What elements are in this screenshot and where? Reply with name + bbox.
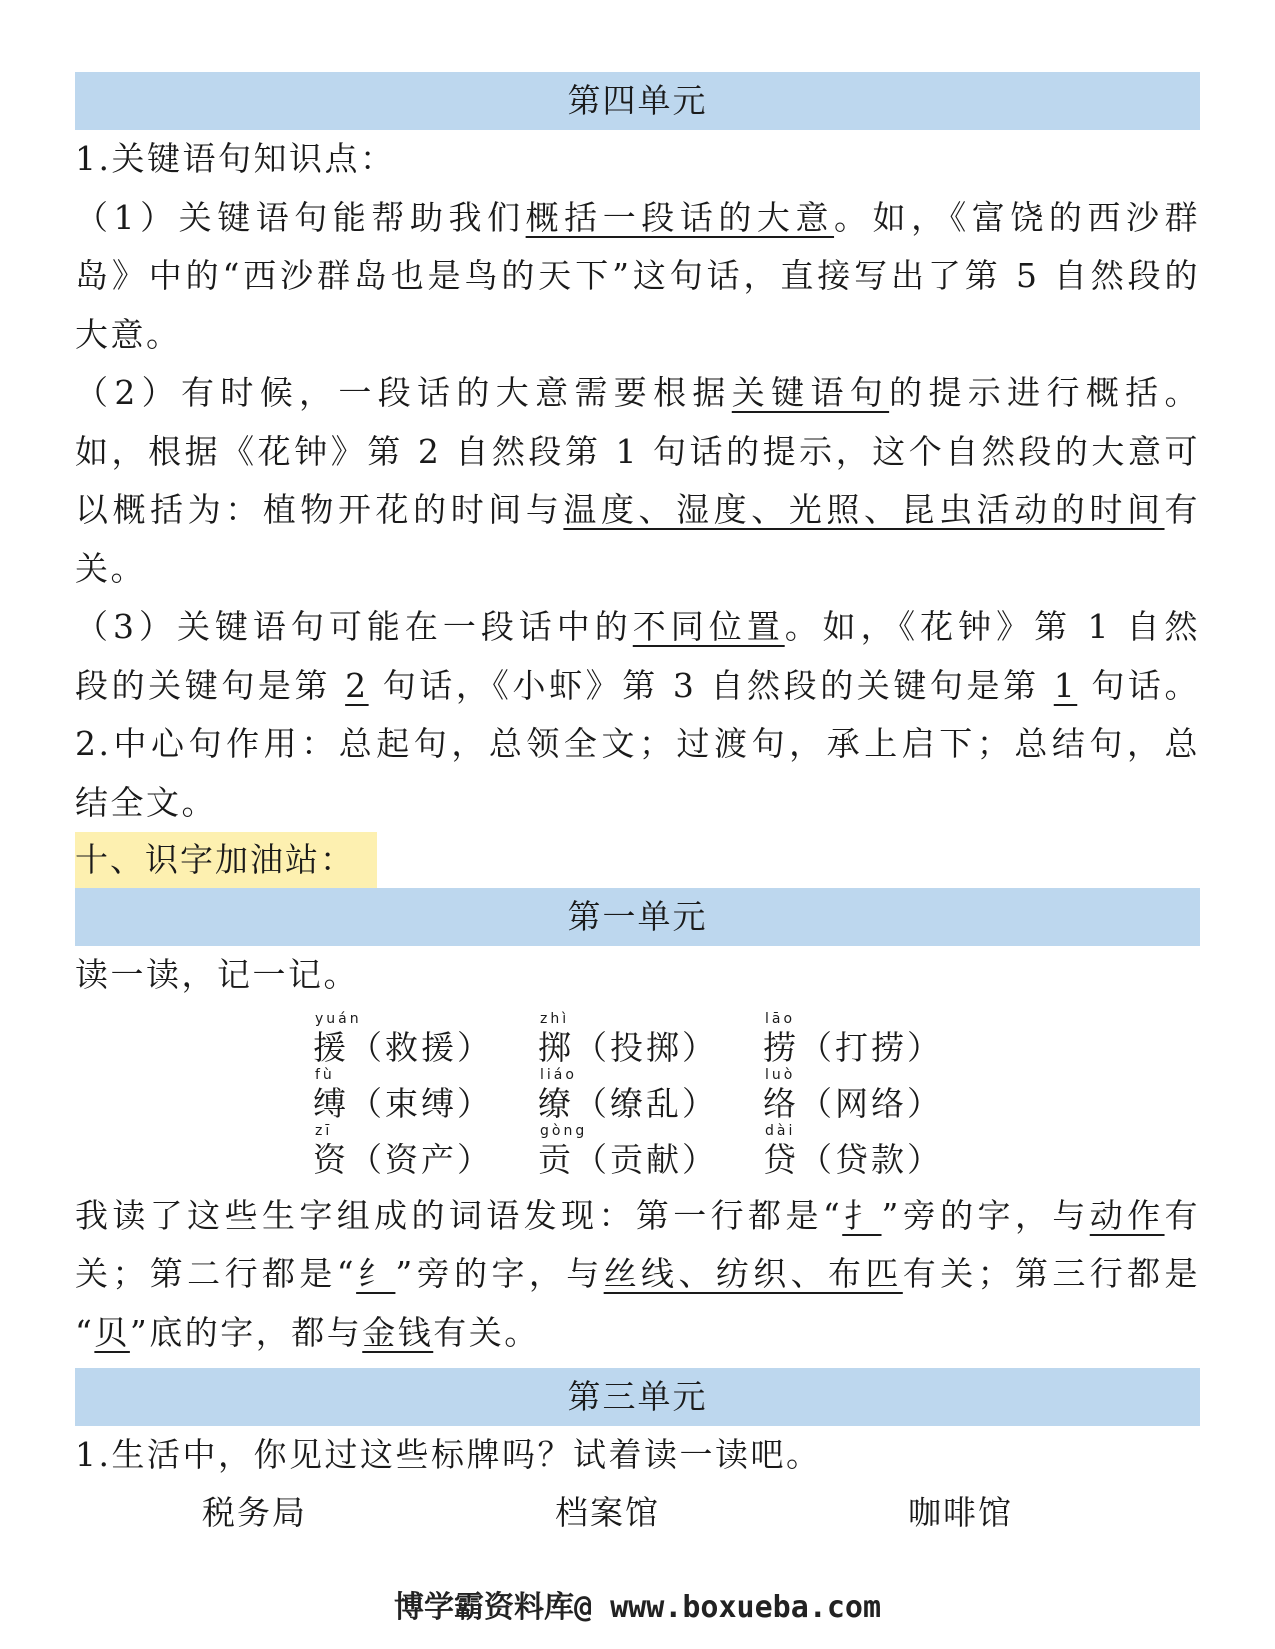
underline-answer: 温度、湿度、光照、昆虫活动的时间	[563, 490, 1165, 529]
underline-answer: 不同位置	[632, 607, 785, 646]
unit4-p4-line1: 2.中心句作用：总起句，总领全文；过渡句，承上启下；总结句，总	[75, 724, 1200, 763]
unit4-header: 第四单元	[75, 72, 1200, 130]
unit4-p1-line3: 大意。	[75, 314, 182, 354]
sign-list	[75, 1485, 1200, 1545]
unit3-header: 第三单元	[75, 1368, 1200, 1426]
document-page	[75, 75, 1200, 1545]
underline-answer: 动作	[1089, 1195, 1165, 1235]
underline-answer: 纟	[356, 1254, 396, 1293]
char-item: luò 络（网络）	[763, 1066, 943, 1123]
unit1-finding-line2: 关；第二行都是“纟”旁的字，与丝线、纺织、布匹有关；第三行都是	[75, 1254, 1201, 1293]
underline-answer: 2	[345, 665, 369, 705]
underline-answer: 丝线、纺织、布匹	[603, 1254, 903, 1293]
underline-answer: 概括一段话的大意	[525, 197, 835, 237]
section-10-title: 十、识字加油站：	[75, 832, 377, 888]
char-item: lāo 捞（打捞）	[763, 1010, 943, 1067]
unit1-header: 第一单元	[75, 888, 1200, 946]
char-item: liáo 缭（缭乱）	[538, 1066, 718, 1123]
unit1-finding-line3: “贝”底的字，都与金钱有关。	[75, 1312, 540, 1352]
char-item: fù 缚（束缚）	[313, 1066, 493, 1123]
unit3-question: 1.生活中，你见过这些标牌吗？试着读一读吧。	[75, 1435, 822, 1474]
underline-answer: 扌	[842, 1195, 882, 1235]
char-item: zhì 掷（投掷）	[538, 1010, 718, 1067]
underline-answer: 关键语句	[731, 373, 890, 412]
unit4-p1-line1: （1）关键语句能帮助我们概括一段话的大意。如，《富饶的西沙群	[75, 197, 1201, 237]
unit4-p3-line1: （3）关键语句可能在一段话中的不同位置。如，《花钟》第 1 自然	[75, 607, 1201, 646]
unit4-p1-line2: 岛》中的“西沙群岛也是鸟的天下”这句话，直接写出了第 5 自然段的	[75, 256, 1200, 295]
char-item: dài 贷（贷款）	[763, 1122, 943, 1179]
unit4-p2-line4: 关。	[75, 548, 146, 588]
underline-answer: 贝	[94, 1312, 130, 1352]
unit4-p4-line2: 结全文。	[75, 782, 217, 822]
sign-item: 咖啡馆	[908, 1492, 1013, 1532]
sign-item: 档案馆	[555, 1492, 660, 1532]
unit4-p2-line1: （2）有时候，一段话的大意需要根据关键语句的提示进行概括。	[75, 373, 1201, 412]
unit4-p2-line3: 以概括为：植物开花的时间与温度、湿度、光照、昆虫活动的时间有	[75, 490, 1201, 529]
unit1-finding-line1: 我读了这些生字组成的词语发现：第一行都是“扌”旁的字，与动作有	[75, 1195, 1201, 1235]
char-item: yuán 援（救援）	[313, 1010, 493, 1067]
sign-item: 税务局	[202, 1492, 307, 1532]
underline-answer: 金钱	[362, 1312, 434, 1352]
char-item: zī 资（资产）	[313, 1122, 493, 1179]
unit4-heading: 1.关键语句知识点：	[75, 139, 396, 178]
underline-answer: 1	[1053, 665, 1078, 705]
unit4-p2-line2: 如，根据《花钟》第 2 自然段第 1 句话的提示，这个自然段的大意可	[75, 431, 1200, 471]
watermark: 博学霸资料库@ www.boxueba.com	[393, 1590, 882, 1625]
char-item: gòng 贡（贡献）	[538, 1122, 718, 1179]
unit4-p3-line2: 段的关键句是第 2 句话，《小虾》第 3 自然段的关键句是第 1 句话。	[75, 665, 1200, 705]
unit1-intro: 读一读，记一记。	[75, 955, 359, 994]
character-grid	[75, 1011, 1200, 1187]
